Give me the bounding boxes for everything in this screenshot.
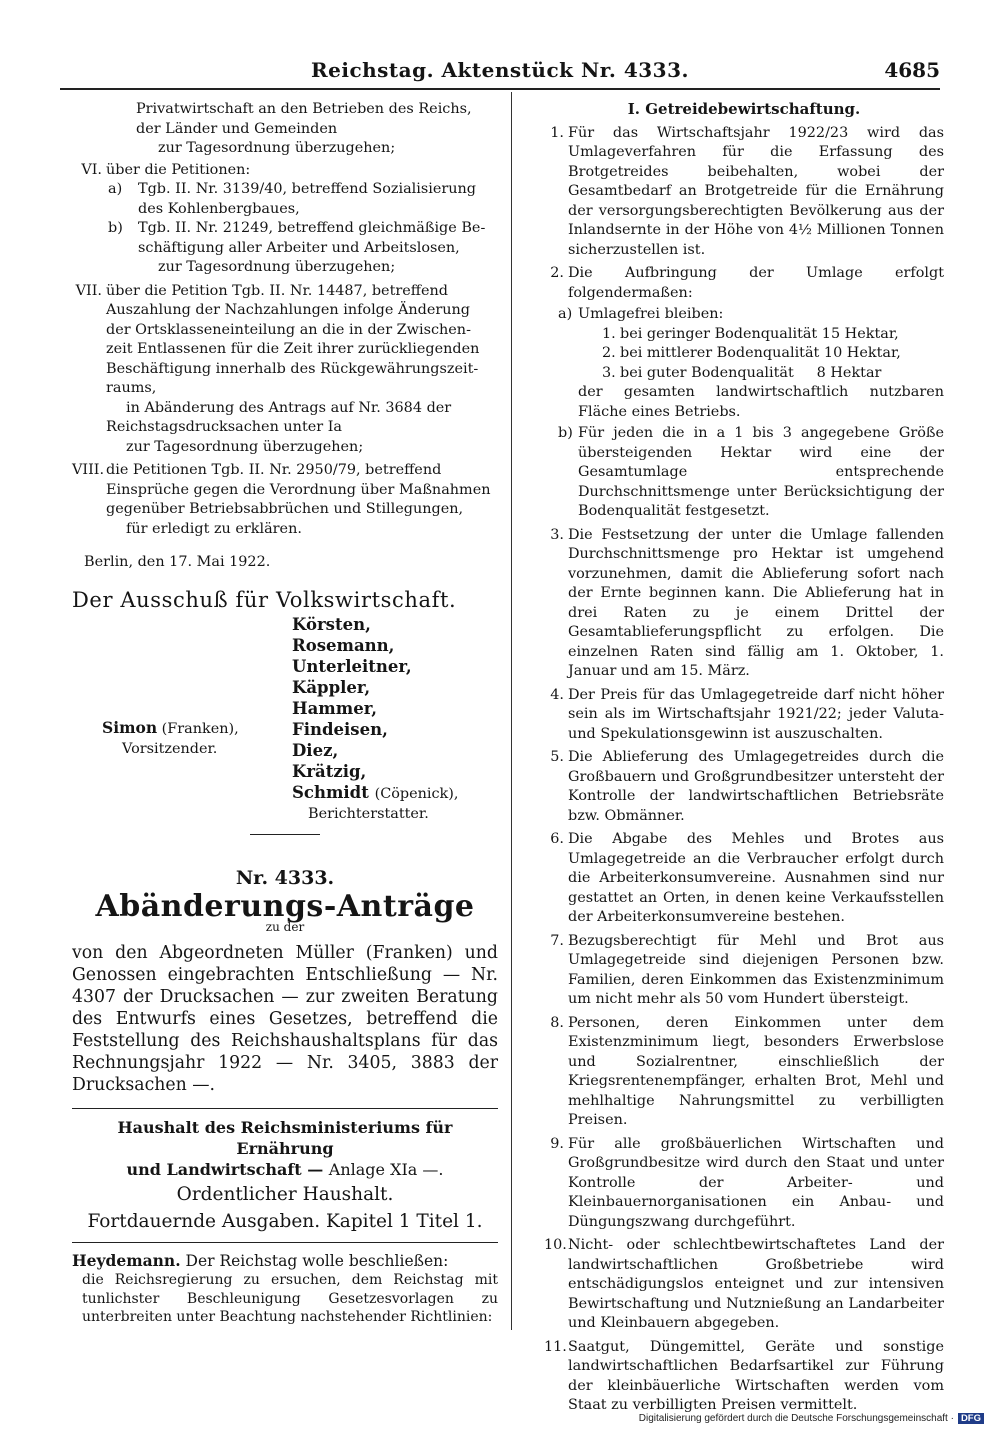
intro-line: zur Tagesordnung überzugehen; bbox=[158, 140, 396, 156]
chair-place: (Franken), bbox=[161, 721, 239, 737]
reporter-place: (Cöpenick), bbox=[374, 786, 459, 802]
paragraph-8 bbox=[544, 1014, 944, 1131]
item-number: VII. bbox=[75, 282, 102, 299]
text-line: gegenüber Betriebsabbrüchen und Stillegungen, bbox=[106, 501, 464, 517]
right-column bbox=[544, 100, 944, 1416]
reporter-name: Schmidt bbox=[292, 783, 369, 802]
list-item: 1. bei geringer Bodenqualität 15 Hektar, bbox=[602, 325, 899, 342]
paragraph-1 bbox=[544, 124, 944, 261]
section-heading: I. Getreidebewirtschaftung. bbox=[627, 100, 861, 118]
paragraph-2a-tail: der gesamten landwirtschaftlich nutzbaren Fläche eines Betriebs. bbox=[578, 384, 944, 420]
par-number: 1. bbox=[550, 124, 564, 141]
paragraph-text: Umlagefrei bleiben: bbox=[578, 306, 724, 322]
list-item: 2. bei mittlerer Bodenqualität 10 Hektar, bbox=[602, 345, 901, 361]
document-title: Abänderungs-Anträge bbox=[95, 888, 475, 924]
dfg-logo: DFG bbox=[958, 1413, 984, 1424]
text-line: Tgb. II. Nr. 3139/40, betreffend Sozialisierung bbox=[138, 181, 476, 197]
item-vii bbox=[72, 282, 498, 458]
page-number: 4685 bbox=[884, 58, 940, 82]
text-line: zeit Entlassenen für die Zeit ihrer zurückliegenden bbox=[106, 341, 480, 357]
signatory-name: Findeisen, bbox=[292, 720, 388, 739]
item-number: VI. bbox=[81, 161, 102, 178]
continuing-expenses: Fortdauernde Ausgaben. Kapitel 1 Titel 1. bbox=[87, 1210, 483, 1232]
par-number: 7. bbox=[550, 932, 564, 949]
signatory-name: Unterleitner, bbox=[292, 657, 412, 676]
budget-heading-2 bbox=[72, 1159, 498, 1180]
header-title: Reichstag. Aktenstück Nr. 4333. bbox=[311, 58, 689, 82]
par-number: 10. bbox=[544, 1237, 567, 1253]
paragraph-text: Saatgut, Düngemittel, Geräte und sonstige landwirtschaftlichen Bedarfsartikel zur Führung der kleinbäuerliche Wirtschaften werden vom Staat zu verbilligten Preisen vermittelt. bbox=[568, 1338, 944, 1413]
par-number: 2. bbox=[550, 265, 564, 281]
item-text: über die Petitionen: bbox=[106, 161, 251, 178]
text-line: Auszahlung der Nachzahlungen infolge Änderung bbox=[106, 302, 471, 318]
chair-name: Simon bbox=[102, 718, 158, 737]
sub-letter: a) bbox=[558, 306, 573, 322]
item-viii bbox=[72, 461, 498, 539]
intro-line: Privatwirtschaft an den Betrieben des Reichs, bbox=[136, 101, 472, 117]
committee-title: Der Ausschuß für Volkswirtschaft. bbox=[72, 587, 457, 612]
par-number: 4. bbox=[550, 686, 564, 703]
text-line: Einsprüche gegen die Verordnung über Maßnahmen bbox=[106, 481, 491, 498]
section-rule bbox=[250, 834, 320, 835]
place-date: Berlin, den 17. Mai 1922. bbox=[84, 554, 271, 570]
item-vi-b bbox=[72, 219, 498, 278]
text-line: schäftigung aller Arbeiter und Arbeitslosen, bbox=[138, 239, 460, 256]
paragraph-2a bbox=[544, 305, 944, 325]
text-line: Tgb. II. Nr. 21249, betreffend gleichmäßige Be- bbox=[138, 220, 486, 236]
signatory-name: Körsten, bbox=[292, 615, 371, 634]
text-line: für erledigt zu erklären. bbox=[126, 520, 302, 537]
paragraph-text: Für alle großbäuerlichen Wirtschaften und Großgrundbesitze wird durch den Staat und unter Kontrolle der Arbeiter- und Kleinbauernorganisationen ein Anbau- und Düngungszwang durchgeführt. bbox=[568, 1135, 944, 1230]
chairman bbox=[102, 718, 239, 759]
thin-rule bbox=[72, 1108, 498, 1109]
item-vi bbox=[72, 161, 498, 181]
document-body: von den Abgeordneten Müller (Franken) und Genossen eingebrachten Entschließung — Nr. 4307 der Drucksachen — zur zweiten Beratung des Entwurfs eines Gesetzes, betreffend die Feststellung des Reichshaushaltsplans für das Rechnungsjahr 1922 — Nr. 3405, 3883 der Drucksachen —. bbox=[72, 942, 498, 1095]
text-line: der Ortsklasseneinteilung an die in der Zwischen- bbox=[106, 321, 471, 338]
par-number: 9. bbox=[550, 1135, 564, 1152]
column-divider bbox=[511, 92, 512, 1330]
paragraph-text: Personen, deren Einkommen unter dem Existenzminimum liegt, besonders Erwerbslose und Sozialrentner, einschließlich der Kriegsrentenempfänger, erhalten Brot, Mehl und mehlhaltige Nahrungsmittel zu verbilligten Preisen. bbox=[568, 1014, 944, 1128]
text-line: raums, bbox=[106, 380, 157, 396]
thin-rule bbox=[72, 1242, 498, 1243]
budget-annex: Anlage XIa —. bbox=[328, 1159, 444, 1179]
motion-author: Heydemann. bbox=[72, 1250, 181, 1270]
text-line: über die Petition Tgb. II. Nr. 14487, betreffend bbox=[106, 282, 448, 299]
text-line: Beschäftigung innerhalb des Rückgewährungszeit- bbox=[106, 360, 479, 377]
par-number: 3. bbox=[550, 526, 564, 543]
list-item: 3. bei guter Bodenqualität 8 Hektar bbox=[602, 364, 882, 381]
paragraph-text: Nicht- oder schlechtbewirtschaftetes Land der landwirtschaftlichen Großbetriebe wird entschädigungslos enteignet und zur intensiven Bewirtschaftung und Nutznießung an Landarbeiter und Kleinbauern abgegeben. bbox=[568, 1237, 944, 1331]
paragraph-5 bbox=[544, 748, 944, 826]
text-line: die Petitionen Tgb. II. Nr. 2950/79, betreffend bbox=[106, 462, 442, 478]
footer-text: Digitalisierung gefördert durch die Deutsche Forschungsgemeinschaft · bbox=[638, 1413, 954, 1424]
paragraph-text: Für das Wirtschaftsjahr 1922/23 wird das Umlageverfahren für die Erfassung des Brotgetreides beibehalten, wobei der Gesamtbedarf an Brotgetreide für die Ernährung der versorgungsberechtigten Bevölkerung aus der Inlandsernte in der Höhe von 4½ Millionen Tonnen sicherzustellen ist. bbox=[568, 124, 944, 258]
text-line: in Abänderung des Antrags auf Nr. 3684 der bbox=[126, 399, 452, 416]
paragraph-11 bbox=[544, 1338, 944, 1416]
par-number: 5. bbox=[550, 749, 564, 765]
chair-role: Vorsitzender. bbox=[122, 740, 218, 757]
paragraph-7 bbox=[544, 932, 944, 1010]
paragraph-text: Für jeden die in a 1 bis 3 angegebene Größe übersteigenden Hektar wird eine der Gesamtumlage entsprechende Durchschnittsmenge unter Berücksichtigung der Bodenqualität festgesetzt. bbox=[578, 425, 944, 519]
ordinary-budget: Ordentlicher Haushalt. bbox=[176, 1183, 394, 1205]
signatory-name: Krätzig, bbox=[292, 762, 367, 781]
paragraph-text: Der Preis für das Umlagegetreide darf nicht höher sein als im Wirtschaftsjahr 1921/22; jeder Valuta- und Spekulationsgewinn ist auszuschalten. bbox=[568, 686, 944, 742]
paragraph-text: Die Abgabe des Mehles und Brotes aus Umlagegetreide an die Verbraucher erfolgt durch die Arbeiterkonsumvereine. Ausnahmen sind nur gestattet an Orten, in denen keine Verkaufsstellen der Arbeiterkonsumvereine bestehen. bbox=[568, 831, 944, 925]
paragraph-text: Bezugsberechtigt für Mehl und Brot aus Umlagegetreide sind diejenigen Personen bzw. Familien, deren Einkommen das Existenzminimum um nicht mehr als 50 vom Hundert übersteigt. bbox=[568, 932, 944, 1007]
paragraph-text: Die Aufbringung der Umlage erfolgt folgendermaßen: bbox=[568, 265, 944, 301]
signatory-name: Käppler, bbox=[292, 678, 371, 697]
sub-letter: b) bbox=[558, 425, 573, 441]
item-number: VIII. bbox=[72, 462, 105, 478]
paragraph-2b bbox=[544, 424, 944, 522]
budget-heading-part: und Landwirtschaft — bbox=[126, 1159, 324, 1179]
left-column bbox=[72, 100, 498, 1327]
zu-der: zu der bbox=[265, 920, 305, 934]
signatory-name: Diez, bbox=[292, 741, 339, 760]
document-number: Nr. 4333. bbox=[235, 867, 335, 889]
text-line: zur Tagesordnung überzugehen; bbox=[158, 259, 396, 275]
budget-heading: Haushalt des Reichsministeriums für Ernährung bbox=[117, 1117, 453, 1158]
text-line: zur Tagesordnung überzugehen; bbox=[126, 438, 364, 455]
paragraph-10 bbox=[544, 1236, 944, 1334]
running-header bbox=[60, 58, 940, 90]
signatures bbox=[72, 614, 498, 824]
intro-line: der Länder und Gemeinden bbox=[136, 120, 338, 137]
motion-intro bbox=[72, 1251, 498, 1272]
paragraph-4 bbox=[544, 686, 944, 745]
paragraph-9 bbox=[544, 1135, 944, 1233]
par-number: 8. bbox=[550, 1014, 564, 1031]
item-letter: a) bbox=[108, 181, 123, 197]
signatory-name: Hammer, bbox=[292, 699, 377, 718]
par-number: 11. bbox=[544, 1338, 567, 1355]
paragraph-text: Die Ablieferung des Umlagegetreides durch die Großbauern und Großgrundbesitzer untersteht der Kontrolle der landwirtschaftlichen Betriebsräte bzw. Obmänner. bbox=[568, 749, 944, 824]
item-vi-a bbox=[72, 180, 498, 219]
paragraph-text: Die Festsetzung der unter die Umlage fallenden Durchschnittsmenge pro Hektar ist umgehend vorzunehmen, damit die Ablieferung sofort nach der Ernte beginnen kann. Die Ablieferung hat in drei Raten zu je einem Drittel der Gesamtablieferungspflicht zu erfolgen. Die einzelnen Raten sind fällig am 1. Oktober, 1. Januar und am 15. März. bbox=[568, 526, 944, 679]
signatory-name: Rosemann, bbox=[292, 636, 395, 655]
motion-text: Der Reichstag wolle beschließen: bbox=[185, 1251, 449, 1270]
signatory-name bbox=[292, 782, 458, 805]
paragraph-3 bbox=[544, 526, 944, 682]
paragraph-6 bbox=[544, 830, 944, 928]
text-line: Reichstagsdrucksachen unter Ia bbox=[106, 419, 342, 435]
paragraph-2 bbox=[544, 264, 944, 303]
par-number: 6. bbox=[550, 831, 564, 847]
reporter-role: Berichterstatter. bbox=[308, 806, 429, 822]
text-line: des Kohlenbergbaues, bbox=[138, 200, 300, 217]
motion-body: die Reichsregierung zu ersuchen, dem Reichstag mit tunlichster Beschleunigung Gesetzesvorlagen zu unterbreiten unter Beachtung nachstehender Richtlinien: bbox=[82, 1272, 498, 1325]
item-letter: b) bbox=[108, 220, 123, 236]
footer-credit bbox=[639, 1413, 984, 1424]
